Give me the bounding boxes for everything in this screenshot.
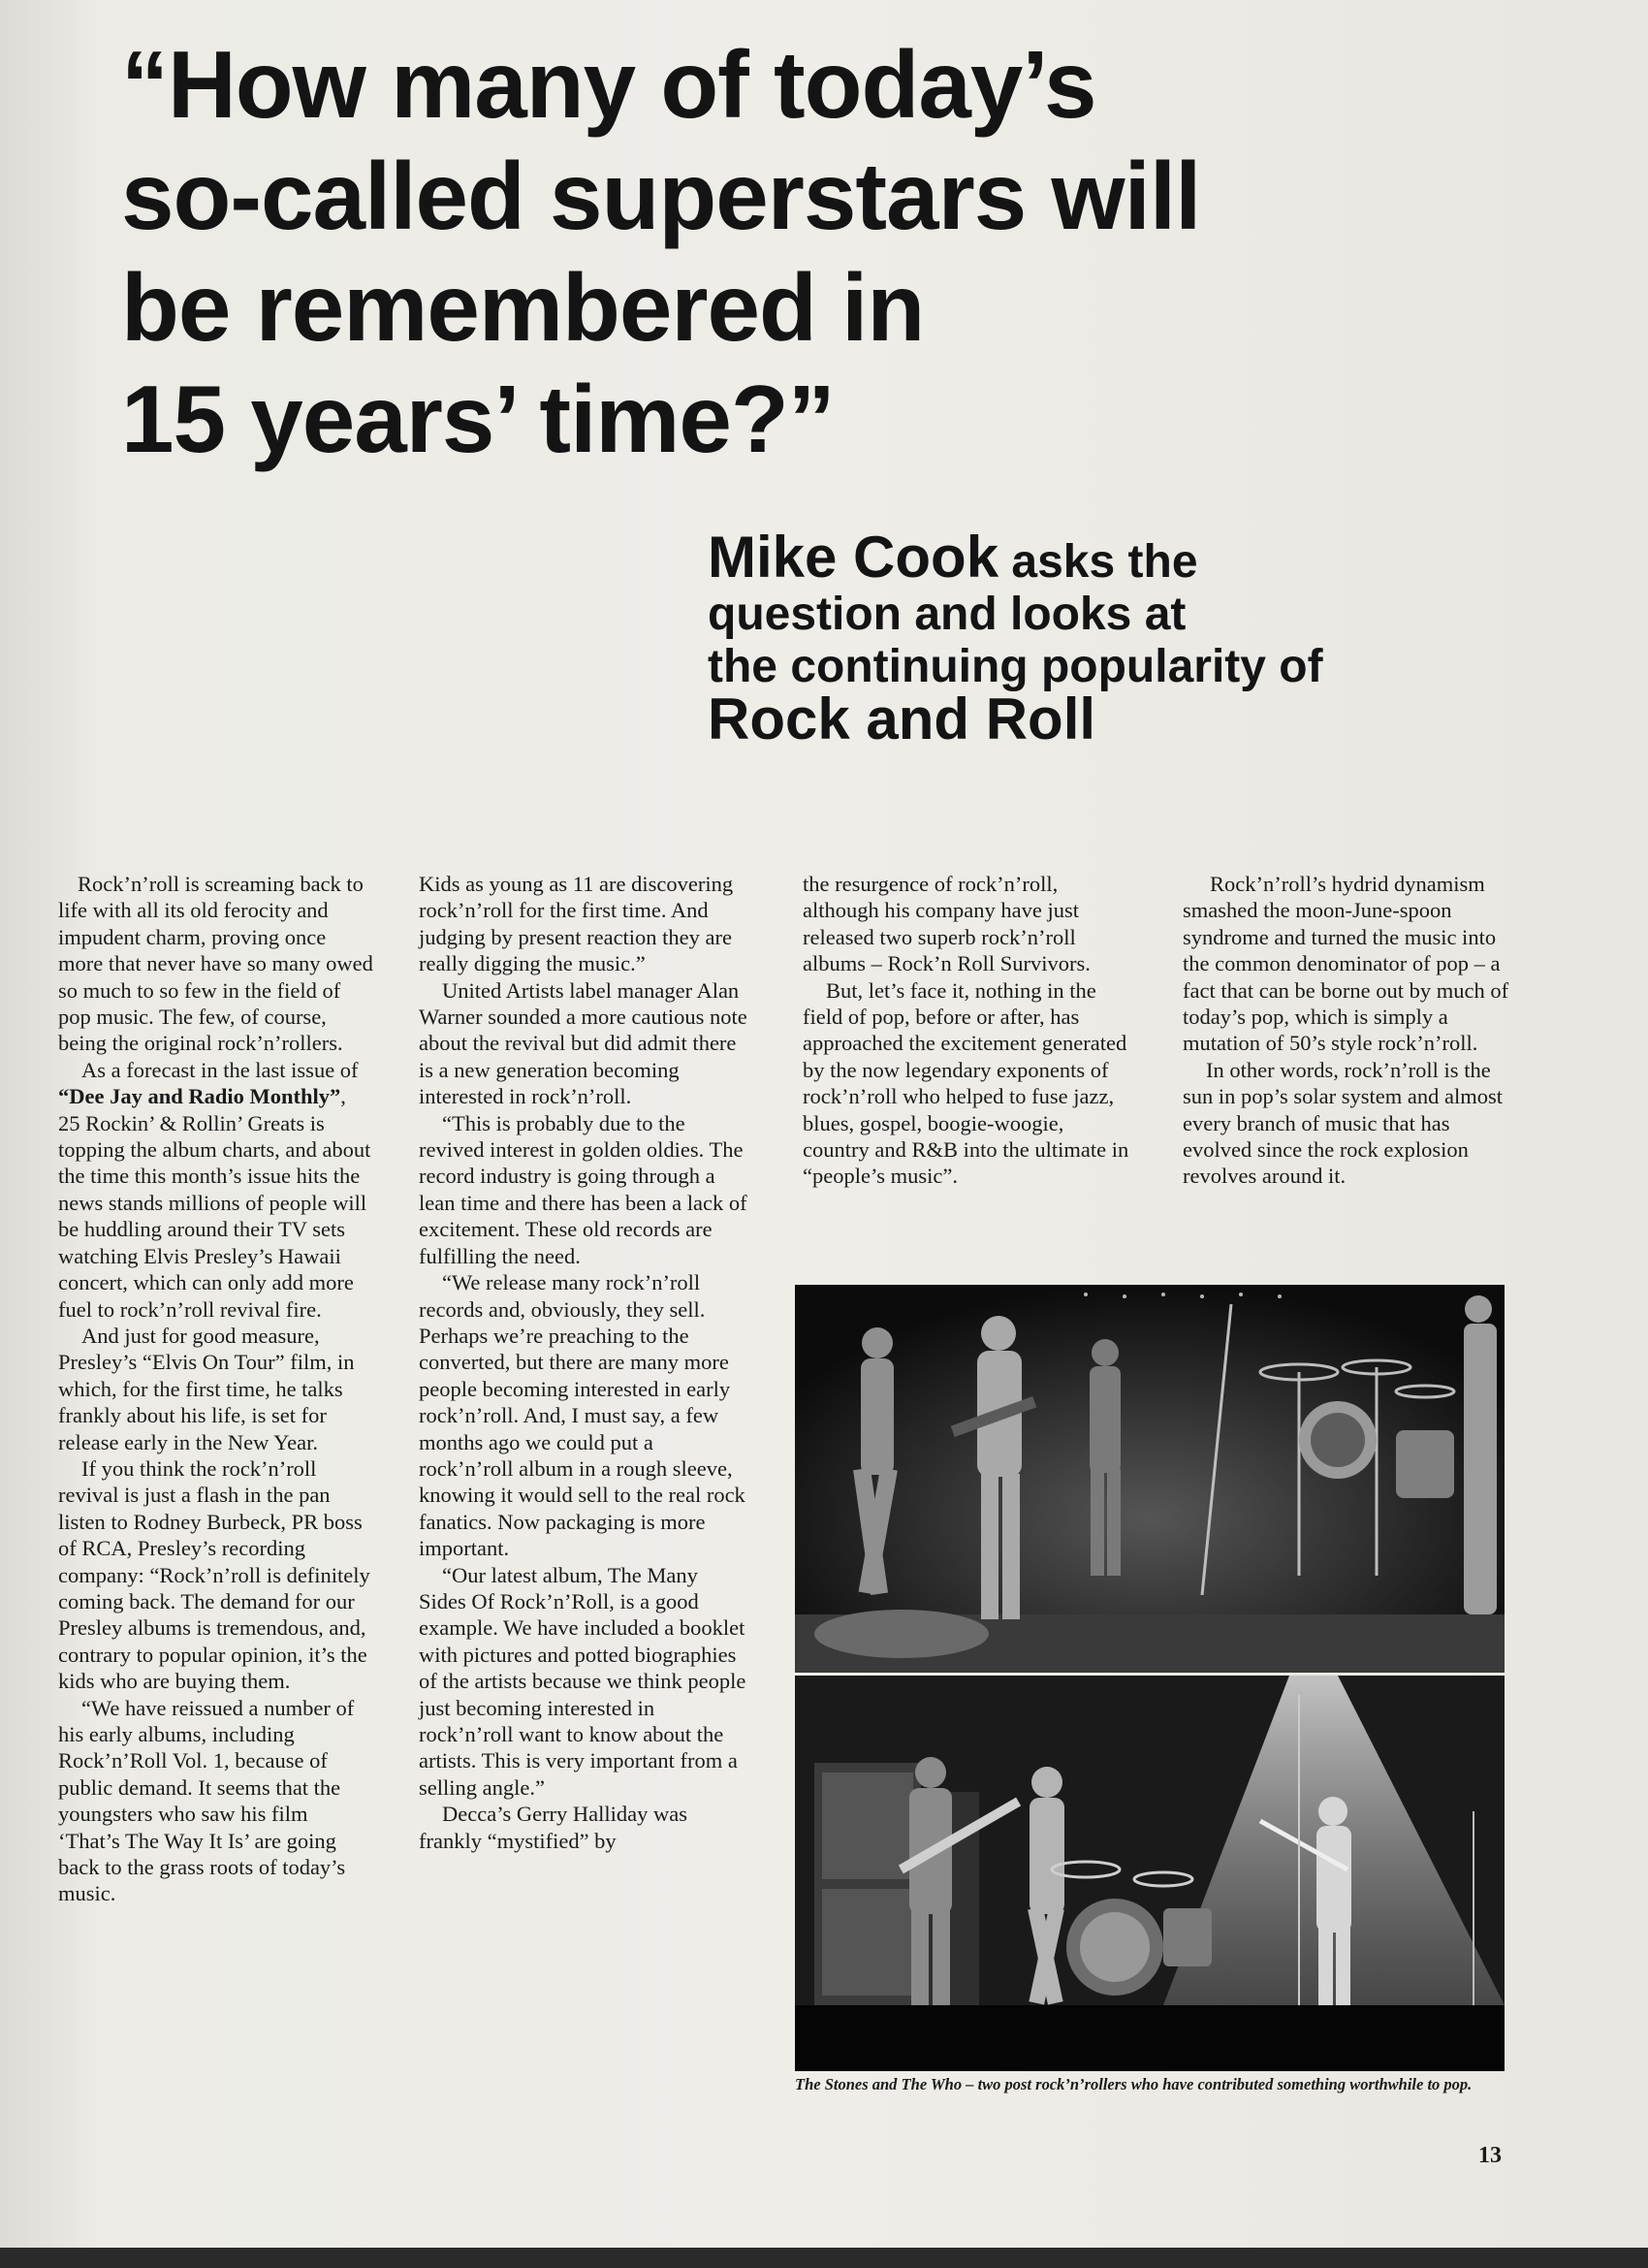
article-column-2 (419, 871, 748, 1854)
paragraph-text: As a forecast in the last issue of (81, 1057, 359, 1082)
article-column-3 (803, 871, 1132, 1190)
headline-line: “How many of today’s (121, 31, 1096, 138)
headline-line: so-called superstars will (121, 143, 1201, 249)
headline-line: be remembered in (121, 254, 925, 361)
concert-photo-stones (795, 1285, 1505, 1673)
byline-text: asks the (998, 536, 1198, 588)
byline-line-2: question and looks at (708, 589, 1187, 640)
stage-photo-illustration (795, 1676, 1505, 2071)
paragraph: “We have reissued a number of his early albums, including Rock’n’Roll Vol. 1, because of public demand. It seems that the youngsters who saw his film ‘That’s The Way It Is’ are going back to the grass roots of today’s music. (58, 1695, 355, 1906)
photo-caption: The Stones and The Who – two post rock’n’rollers who have contributed something worthwhile to pop. (795, 2075, 1473, 2093)
article-column-4 (1183, 871, 1517, 1190)
paragraph: “Our latest album, The Many Sides Of Rock’n’Roll, is a good example. We have included a booklet with pictures and potted biographies of the artists because we think people just becoming interested in rock’n’roll want to know about the artists. This is very important from a selling angle.” (419, 1562, 746, 1800)
page-edge-shadow (0, 2248, 1648, 2268)
author-name: Mike Cook (708, 525, 999, 590)
paragraph: the resurgence of rock’n’roll, although his company have just released two superb rock’n’roll albums – Rock’n Roll Survivors. (803, 872, 1091, 976)
article-column-1 (58, 871, 373, 1907)
stage-photo-illustration (795, 1285, 1505, 1673)
byline (708, 525, 1512, 751)
paragraph-text: , 25 Rockin’ & Rollin’ Greats is topping the album charts, and about the time this month’s issue hits the news stands millions of people will be huddling around their TV sets watching Elvis Presley’s Hawaii concert, which can only add more fuel to rock’n’roll revival fire. (58, 1084, 371, 1322)
byline-topic: Rock and Roll (708, 687, 1096, 751)
byline-line-3: the continuing popularity of (708, 641, 1323, 692)
headline (121, 29, 1459, 475)
publication-name: “Dee Jay and Radio Monthly” (58, 1084, 341, 1109)
paragraph: “This is probably due to the revived interest in golden oldies. The record industry is going through a lean time and there has been a lack of excitement. These old records are fulfilling the need. (419, 1110, 747, 1268)
paragraph (58, 1057, 373, 1323)
page-number: 13 (1478, 2143, 1502, 2168)
headline-line: 15 years’ time?” (121, 366, 835, 472)
paragraph: United Artists label manager Alan Warner sounded a more cautious note about the revival but did admit there is a new generation becoming interested in rock’n’roll. (419, 977, 747, 1109)
paragraph: Kids as young as 11 are discovering rock’n’roll for the first time. And judging by present reaction they are really digging the music.” (419, 872, 734, 976)
paragraph: Rock’n’roll is screaming back to life with all its old ferocity and impudent charm, proving once more that never have so many owed so much to so few in the field of pop music. The few, of course, being the original rock’n’rollers. (58, 872, 373, 1056)
paragraph: Decca’s Gerry Halliday was frankly “mystified” by (419, 1802, 688, 1853)
byline-line-1 (708, 525, 1512, 590)
paragraph: And just for good measure, Presley’s “Elvis On Tour” film, in which, for the first time, he talks frankly about his life, is set for release early in the New Year. (58, 1323, 355, 1454)
paragraph: Rock’n’roll’s hydrid dynamism smashed the moon-June-spoon syndrome and turned the music into the common denominator of pop – a fact that can be borne out by much of today’s pop, which is simply a mutation of 50’s style rock’n’roll. (1183, 872, 1509, 1056)
paragraph: If you think the rock’n’roll revival is just a flash in the pan listen to Rodney Burbeck, PR boss of RCA, Presley’s recording company: “Rock’n’roll is definitely coming back. The demand for our Presley albums is tremendous, and, contrary to popular opinion, it’s the kids who are buying them. (58, 1455, 370, 1694)
paragraph: In other words, rock’n’roll is the sun in pop’s solar system and almost every branch of music that has evolved since the rock explosion revolves around it. (1183, 1057, 1503, 1189)
paragraph: “We release many rock’n’roll records and, obviously, they sell. Perhaps we’re preaching to the converted, but there are many more people becoming interested in early rock’n’roll. And, I must say, a few months ago we could put a rock’n’roll album in a rough sleeve, knowing it would sell to the real rock fanatics. Now packaging is more important. (419, 1270, 745, 1561)
paragraph: But, let’s face it, nothing in the field of pop, before or after, has approached the excitement generated by the now legendary exponents of rock’n’roll who helped to fuse jazz, blues, gospel, boogie-woogie, country and R&B into the ultimate in “people’s music”. (803, 977, 1129, 1189)
concert-photo-who (795, 1676, 1505, 2071)
